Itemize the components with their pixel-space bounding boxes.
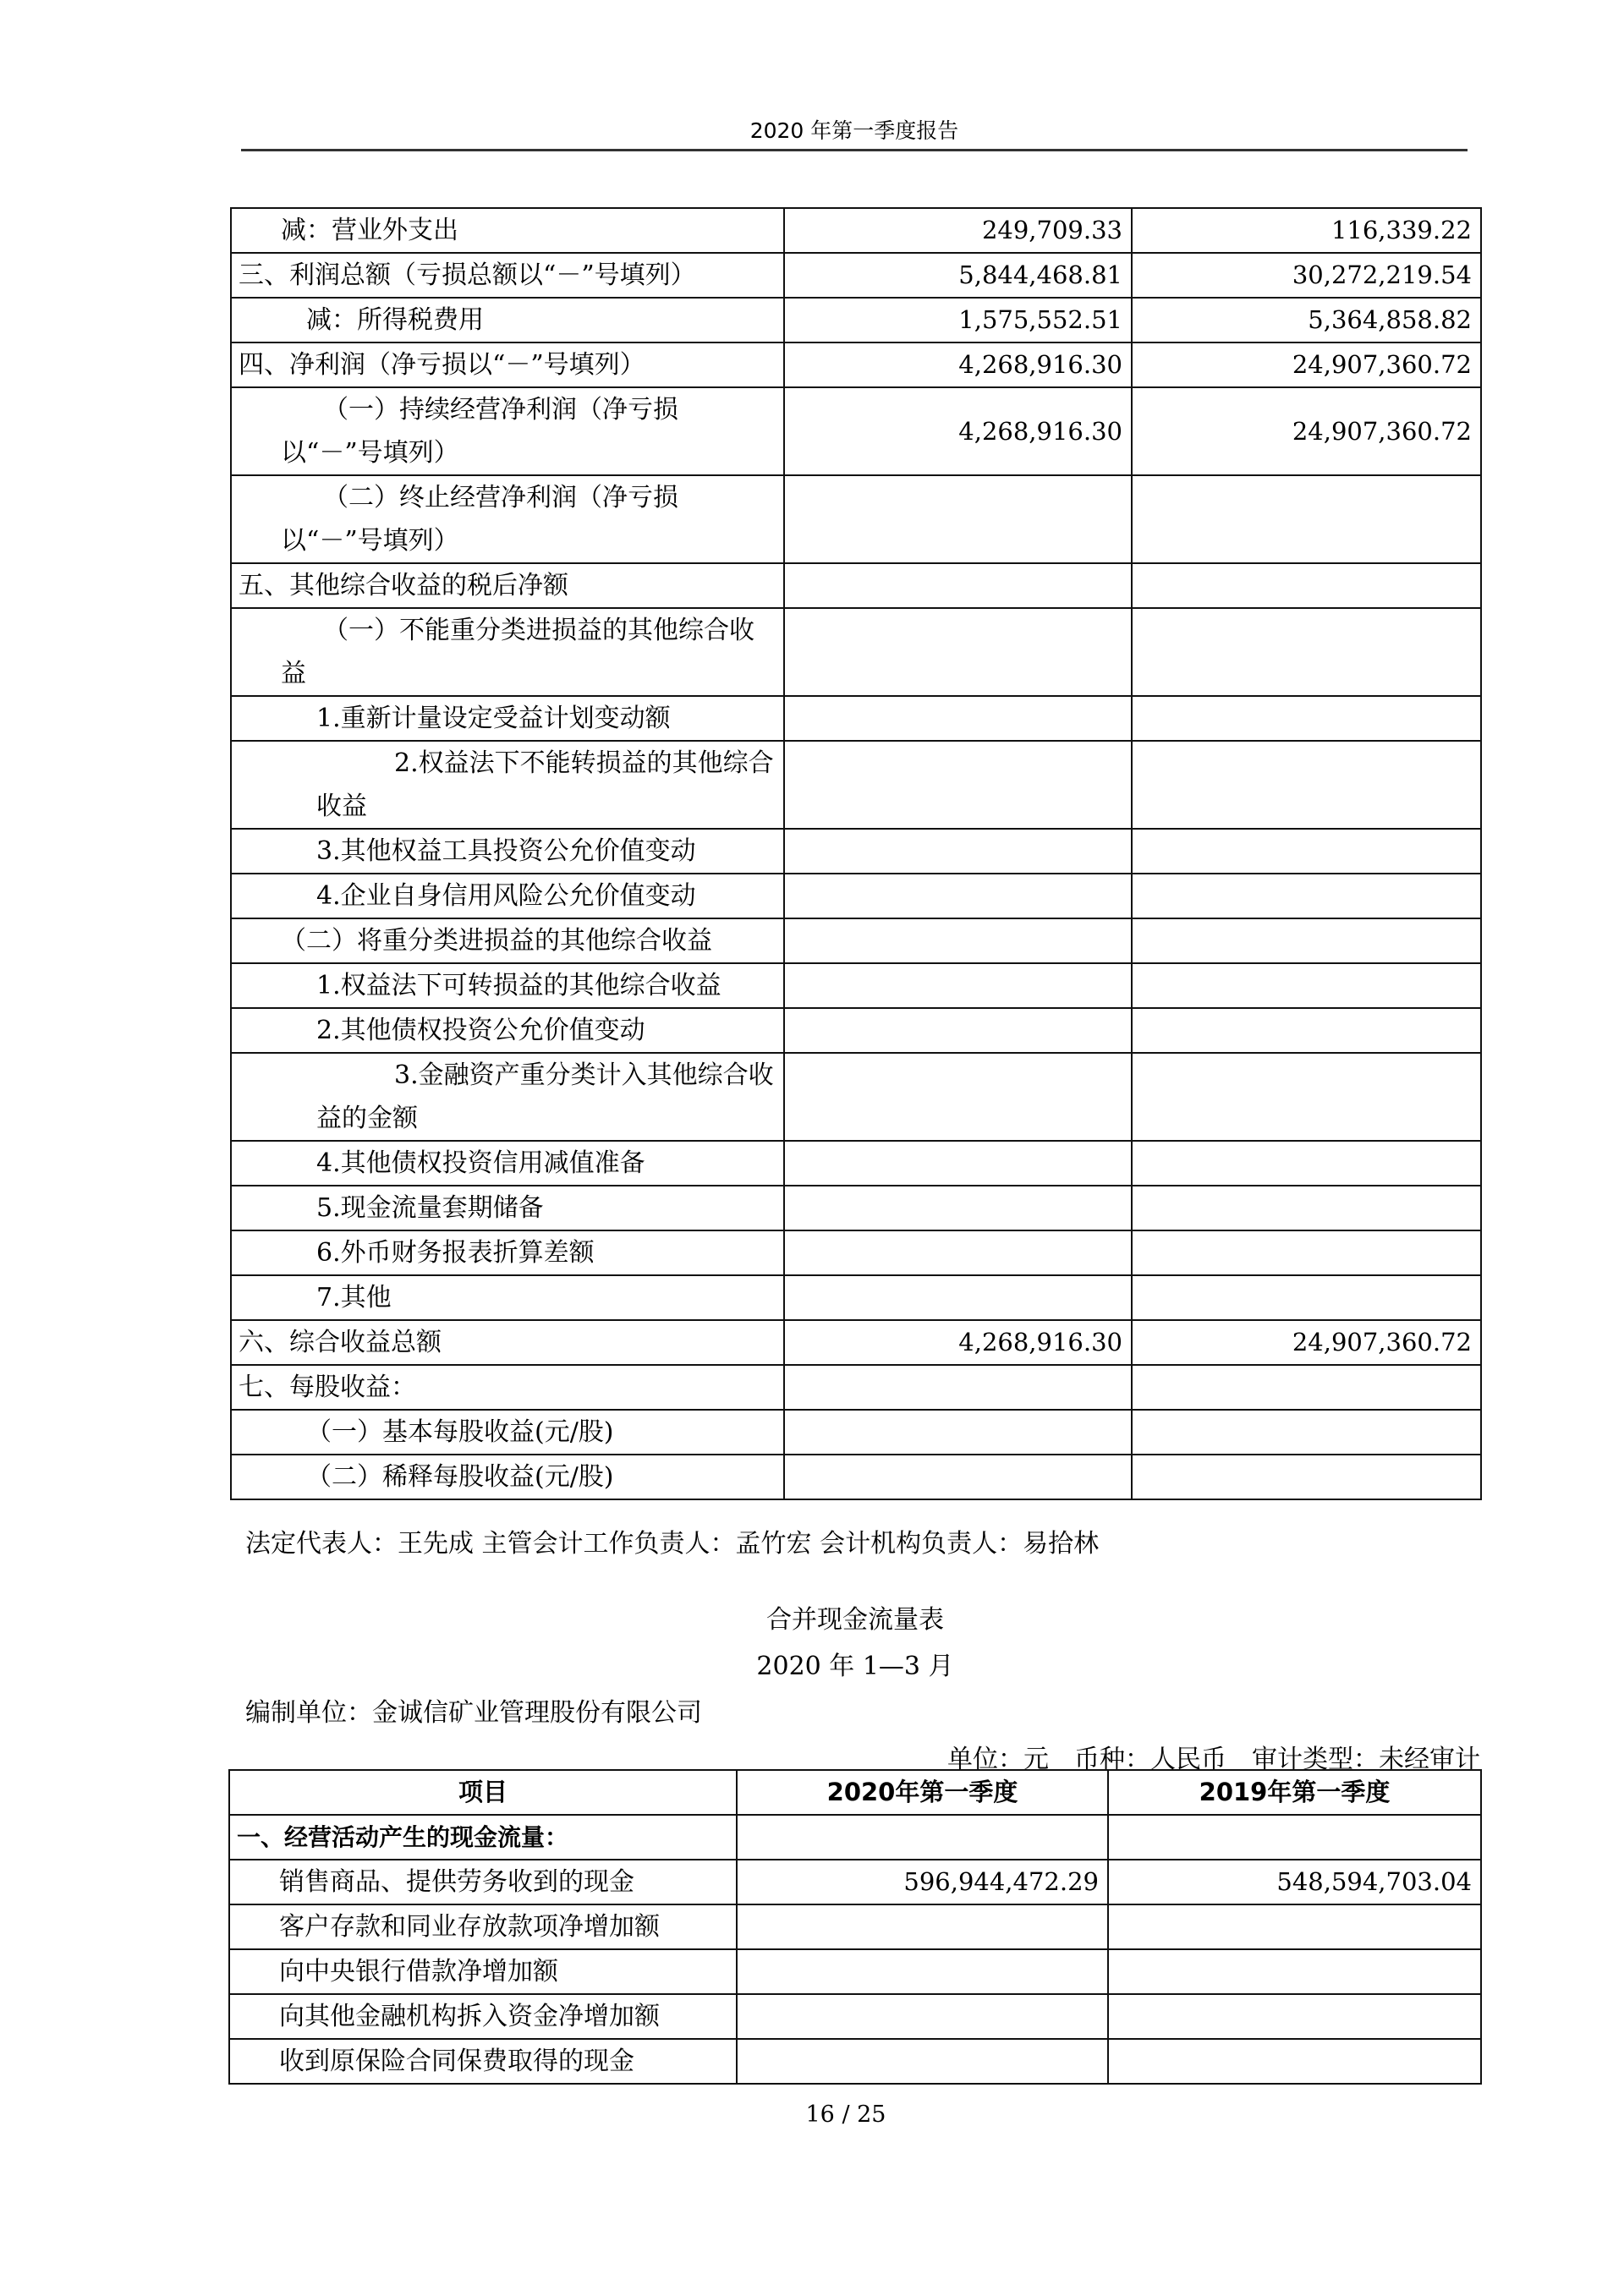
row-label: 3.其他权益工具投资公允价值变动 [231,829,784,874]
row-label: 收到原保险合同保费取得的现金 [229,2039,737,2084]
row-label: 五、其他综合收益的税后净额 [231,563,784,608]
table-row [229,1904,1481,1949]
page-header-title: 2020 年第一季度报告 [749,118,959,143]
value-2019q1: 24,907,360.72 [1132,1320,1481,1365]
cash-flow-header-row [229,1770,1481,1815]
row-label: 3.金融资产重分类计入其他综合收益的金额 [231,1053,784,1141]
value-2020q1 [737,1904,1108,1949]
table-row [231,963,1481,1008]
row-label: 4.企业自身信用风险公允价值变动 [231,874,784,918]
row-label: 六、综合收益总额 [231,1320,784,1365]
table-row [231,1365,1481,1410]
value-2019q1 [1132,1455,1481,1499]
table-row [231,1410,1481,1455]
value-2020q1 [737,1815,1108,1860]
value-2020q1: 4,268,916.30 [784,342,1132,387]
table-row [231,696,1481,741]
value-2019q1: 24,907,360.72 [1132,387,1481,475]
value-2019q1 [1132,563,1481,608]
table-row [231,1230,1481,1275]
row-label: 1.重新计量设定受益计划变动额 [231,696,784,741]
value-2020q1: 596,944,472.29 [737,1860,1108,1904]
value-2019q1 [1132,696,1481,741]
table-row [231,342,1481,387]
table-row [231,608,1481,696]
row-label: （一）基本每股收益(元/股) [231,1410,784,1455]
column-header-2019q1: 2019年第一季度 [1108,1770,1481,1815]
value-2019q1: 30,272,219.54 [1132,253,1481,298]
row-label: （二）稀释每股收益(元/股) [231,1455,784,1499]
value-2020q1: 4,268,916.30 [784,1320,1132,1365]
value-2019q1 [1132,1141,1481,1186]
row-label: 2.其他债权投资公允价值变动 [231,1008,784,1053]
table-row [231,741,1481,829]
value-2019q1 [1132,475,1481,563]
value-2019q1 [1108,1949,1481,1994]
row-label: 一、经营活动产生的现金流量： [229,1815,737,1860]
row-label: 1.权益法下可转损益的其他综合收益 [231,963,784,1008]
value-2019q1 [1108,1994,1481,2039]
value-2020q1: 249,709.33 [784,208,1132,253]
table-row [231,829,1481,874]
row-label: 减：营业外支出 [231,208,784,253]
cash-flow-table [228,1769,1482,2085]
row-label: （二）终止经营净利润（净亏损以“－”号填列） [231,475,784,563]
table-row [231,874,1481,918]
column-header-2020q1: 2020年第一季度 [737,1770,1108,1815]
row-label: 四、净利润（净亏损以“－”号填列） [231,342,784,387]
row-label: 七、每股收益： [231,1365,784,1410]
row-label: 销售商品、提供劳务收到的现金 [229,1860,737,1904]
table-row [231,1186,1481,1230]
value-2020q1 [784,1455,1132,1499]
table-row [231,475,1481,563]
value-2020q1 [784,1186,1132,1230]
value-2020q1 [784,1008,1132,1053]
currency-units-note: 单位：元 币种：人民币 审计类型：未经审计 [947,1745,1480,1774]
table-row [229,1860,1481,1904]
value-2019q1 [1132,1365,1481,1410]
value-2020q1 [784,741,1132,829]
value-2020q1 [784,1141,1132,1186]
table-row [231,1455,1481,1499]
value-2020q1 [784,563,1132,608]
value-2019q1 [1132,918,1481,963]
table-row [231,918,1481,963]
table-row [231,1008,1481,1053]
value-2019q1 [1132,1275,1481,1320]
table-row [229,1815,1481,1860]
income-table-body [231,208,1481,1499]
table-row [231,563,1481,608]
value-2020q1 [784,1230,1132,1275]
column-header-item: 项目 [229,1770,737,1815]
value-2020q1: 1,575,552.51 [784,298,1132,342]
page-number: 16 / 25 [805,2101,886,2128]
value-2019q1 [1132,608,1481,696]
value-2019q1 [1132,1186,1481,1230]
value-2020q1 [784,874,1132,918]
compiler-unit: 编制单位：金诚信矿业管理股份有限公司 [245,1698,702,1728]
value-2019q1 [1132,1008,1481,1053]
value-2020q1 [737,1994,1108,2039]
row-label: （二）将重分类进损益的其他综合收益 [231,918,784,963]
value-2020q1 [784,1053,1132,1141]
row-label: 7.其他 [231,1275,784,1320]
value-2020q1: 4,268,916.30 [784,387,1132,475]
value-2019q1 [1132,829,1481,874]
row-label: 向中央银行借款净增加额 [229,1949,737,1994]
value-2020q1 [737,2039,1108,2084]
value-2020q1 [784,475,1132,563]
row-label: 三、利润总额（亏损总额以“－”号填列） [231,253,784,298]
table-row [231,298,1481,342]
table-row [231,1275,1481,1320]
value-2019q1 [1132,874,1481,918]
value-2019q1: 116,339.22 [1132,208,1481,253]
value-2019q1: 548,594,703.04 [1108,1860,1481,1904]
row-label: 5.现金流量套期储备 [231,1186,784,1230]
value-2020q1 [784,963,1132,1008]
value-2020q1 [737,1949,1108,1994]
table-row [229,1949,1481,1994]
table-row [231,387,1481,475]
value-2019q1 [1132,741,1481,829]
row-label: 2.权益法下不能转损益的其他综合收益 [231,741,784,829]
table-row [231,1141,1481,1186]
value-2019q1 [1132,1230,1481,1275]
row-label: 减：所得税费用 [231,298,784,342]
value-2019q1 [1108,1904,1481,1949]
value-2019q1 [1132,1410,1481,1455]
row-label: 6.外币财务报表折算差额 [231,1230,784,1275]
row-label: 4.其他债权投资信用减值准备 [231,1141,784,1186]
cash-flow-period: 2020 年 1—3 月 [756,1652,954,1681]
row-label: 向其他金融机构拆入资金净增加额 [229,1994,737,2039]
value-2020q1: 5,844,468.81 [784,253,1132,298]
table-row [231,1320,1481,1365]
signatures-line: 法定代表人：王先成 主管会计工作负责人：孟竹宏 会计机构负责人：易拾林 [245,1529,1100,1559]
table-row [229,2039,1481,2084]
value-2020q1 [784,1275,1132,1320]
header-divider [241,149,1468,151]
value-2020q1 [784,829,1132,874]
income-statement-table [230,207,1482,1500]
row-label: （一）持续经营净利润（净亏损以“－”号填列） [231,387,784,475]
value-2019q1 [1108,1815,1481,1860]
value-2019q1 [1132,1053,1481,1141]
value-2019q1: 24,907,360.72 [1132,342,1481,387]
value-2019q1 [1132,963,1481,1008]
table-row [231,253,1481,298]
value-2020q1 [784,1410,1132,1455]
cash-flow-title: 合并现金流量表 [766,1605,944,1635]
table-row [231,208,1481,253]
value-2020q1 [784,918,1132,963]
cash-flow-table-body [229,1815,1481,2084]
value-2020q1 [784,608,1132,696]
row-label: （一）不能重分类进损益的其他综合收益 [231,608,784,696]
table-row [229,1994,1481,2039]
value-2019q1 [1108,2039,1481,2084]
table-row [231,1053,1481,1141]
value-2020q1 [784,1365,1132,1410]
value-2020q1 [784,696,1132,741]
row-label: 客户存款和同业存放款项净增加额 [229,1904,737,1949]
value-2019q1: 5,364,858.82 [1132,298,1481,342]
